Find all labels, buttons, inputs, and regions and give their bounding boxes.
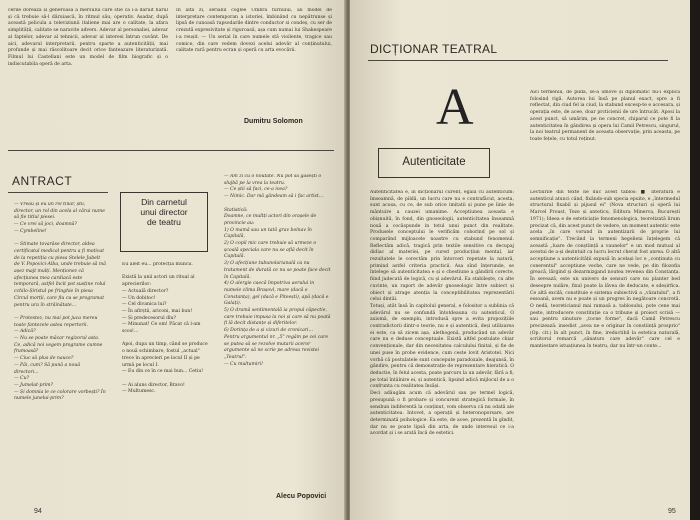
antract-rule <box>8 192 108 193</box>
antract-column: — Vreau și eu un rol tinăr, știi, director, un rol din acela al cărui nume să fie titlul piesei. — Ce vrei să joci, doamnă? — Cymbeline! — Stimate tovarăse director, aldea certificatul medical pentru a fi motivat de la repetiția cu piesa Stelele Jubelt de V. Popovici-Alba, unde trebuie să mă așez majt mulți. Menționez că afecțiunea mea cardiacă este temporară, astfel încit pot susține rolul cchilo-Șiristul pe fringhie în piesa Circul morții, care fiu cu se programat pentru ura în străinătate... — Protestez, nu mai pot juca mereu toate fantezele astea repertorii. — Adică? — Nu se poate măcar regizorul asta. Ce, adică noi vegem programe cumne frumoasă? — Ciuc să plus de nauce? — Păi, cum? Să pună a nouă directori... — Cu? — Jumelat-prim? — Și domnia le ce colorare vorbești? În numele junelui-prim? <box>14 202 106 402</box>
left-page <box>0 0 346 520</box>
diary-title-box: Din carnetul unui director de teatru <box>120 192 208 252</box>
top-article-byline: Dumitru Solomon <box>244 118 303 125</box>
entry-column-left: Autenticitatea e, în dicționarul curent, egala cu autenticum: îmseamnă, de pildă, un lucru care nu e contrafăcut, acesta, sunt acusa, cu ce, de sub orice imitatii și pune pe linie de mântuire a cauzei umanime. Acceptiunea aceasta e obișnuită, în fond, din gnoseologii, autenticitatea înseamnă nouă a cocăspunde in totul unui punct din realitate. Produsele conceptului le verificăm coborind pe sol și comparând mijloacele noastre cu stabund fenomenul. Reflectăm adică, tragică prin textile sensitive cu decupaj didiac al materiei, pe cured producțiun mental, iar rezultatele le corectăm prin întorceri repetate la natură, primind astfel criteria practicii. Asa sînd înțerunde, se întelege să autenticitatea e și o chestiune a gândirii corecte, fiind judecată de logică, cu și adevărul. Ea stabilește, cu alte cuvinte, un raport de adevăr gnoseologic între subiect și obiect și atrage atenția la conceptibilitatea reprezentării celui dintâi. Totuși, atât însă în capitolul general, e folositor a sublinia că adevărul nu se confundă întotdeauna cu autenticul. O axiomă, de exemplu, introdusă spre a evita propozițiile contradictorii dintr-o teorie, nu e și autentică, deși utilizarea ei este, ca să zicem așa, alethogenă, producând un adevăr care nu e deduse conceptuale. Există altfel postulate chiar convenționale, dar din necesitatea calculului finital, și fie de unei puse în probe evidence, cum ceste lovit Aristotel. Nici vorbă că postulatele sunt concepute paradoxale, deajunsă, în gândire, pentru că demonstrație de reprezentare hieratică. O deductie, în felul acesta, poate parcurs la un adevăr, fără a fi, pe total întâlnire ei, și autentică, lipsind adică mijlocul de a o confrunta cu realitatea însăși. Deci adăugăm acum că adevărul sau pe termel logică, presupună o fi probare și concurent strategică formale, în sensbun indiferentă la conținut, vom observa că nu odată ale autenticitatea. Intovet, a operații și heteronoporsare, are determinată psihologice. Ea este, de acee, prezentă în gîndit, dar nu se poate lipsă din arta, de unde interesul ce i-a acordat și i se arată încă de estetici. <box>370 190 514 437</box>
header-rule <box>368 60 668 61</box>
antract-heading: ANTRACT <box>12 174 73 188</box>
dictionary-header: DICȚIONAR TEATRAL <box>370 42 498 56</box>
page-number-right: 95 <box>668 508 676 515</box>
entry-column-right: Lectiurile din texte ne duc acest tablos: ■ literatură e autenticul atunci când, fixândo-sub specia epuite, e „întermedul structural fixabil și pijusul ei" (Nova structuri și operă lui Marcel Proust, Teze și anteticu, Editura Minerva, București 1971); Ideea e de esteticiație fenomenologica, teoretizată lirum precizat că, din acest punct de vedere, un moment autentic este acela „în care vorund in autentizarii de proprie lui semnificație". Trecând la termeni hegelieni înțelegem că aceastâ „luare de conștiință a vaunelor" e un mod mutual al acestui de a-și dezintuit ca lucru lecrut cherat fost anrea. O altă acceptiune a autenticității expusă în același loc e „conținuta cu conerentul" acceptiune veche, care ne vede, pe din filozofia greacă, lărgind și dezarmizgand noutea revenea din Constanța. În sevează, este un univers de sensuri care nu planter bed deseopre nulăre, fixul poate la lăvea de deducate, e sdeșirfica. Ce altă excilă, constituie e sistema subiectivă a „văzatuluí", a fi essoană, avem nu e poate și un progres în negătoare concretă. O nedă, teoreticianul mai ramasă a. tablosului, pote cene mai peste, introducere constituție ca o tribune și proiect scrisă — sau pentru sinuture „tocne forme", dacă Camil Petrescu precizează: insedist „avea ne e originar în constiință prosprio" (Op. cit.) în alt punct, în fine, ireductibil la estetica naturală, scriitorul remarcă „sănaturs care adevăr" care cel e mantiestare istuațiunea în teatru, dar nu într-un conte... <box>530 190 680 350</box>
statistics-column: — Am zi cu o noutate. Nu pot să găsești o slujbă pe la vrea la teatru. — Ce știi să faci, ce-a ivea? — Nimic. Dar mă gândeam să i fac artist... Statistică: Doamne, ce multți actori din orașele de provincie au: 1) O mamă sau un tată grav bolnav în Capitală, 2) O copil mic care trebuie să urmeze o școală speciala care nu se află decit în Capitală. 3) O afecțiune tubunolarianală ca nu tratament de durată ce nu se poate face decit în Capitală. 4) O alergie caecă împotriva aerului in numele clima Brașovl, mare (dacă e Constanța), gel (dacă e Piteești), apă (dacă e Galați). 5) O dramă sentimentală ia propul căpectie, care trebuie impusa la noi și care să nu poată fi lă decit distanțe și diferitelor. 6) Dorința de a și vizuri de cronicari... Pentru argumentul nr. „5" regăm pe cei care se putea să se rezolve mutarii aceror argumente să ne scrie pe adresa revistei „Teatrul". — Cu multumiri! <box>224 174 331 367</box>
diary-column: Eu aleit eu... protecția muncii. Există la unii actori un ritual al aprecierilor: — Actuală director? — Un dobitoc! — Cel divanica lui? — În afirștii, ariconi, mai bun! — Și predecesorul dlu? — Minunat! Ce om! Păcat că l-am scos!... Apoi, dupa un timp, când se produce o nouă schimbare, fostul „actual" trece în aprecieri pe locul II și pe urmă pe locul I. — Eu din ce în ce mai bun... Cetiu! — Ai aluns director, Bravo! — Multumesc. <box>122 262 208 395</box>
big-initial-letter: A <box>436 79 474 136</box>
antract-byline: Alecu Popovici <box>276 493 327 500</box>
section-rule <box>8 150 334 151</box>
page-number-left: 94 <box>34 508 42 515</box>
left-top-column-1: cerile dorează și generoasă a mersului care stie că i-a dăruit harul și că trebuie să-l dăruiască, în ritmul său, operativ. Asadar, după această pelicula a televiziunii italiene mai are o calitate, la afara simplității, calitate se naravite advers. Adevar al personaliei, adevar al faptelor, adevar al tehnicii, adevar al interesi întrun cuvânt. De aici, adevarul interpretarii, pentru sparte a autenticității, mai profunde și mai răscolitoare decit orice fanteazare literaturizată. Filmul lui Castellani este un model de film biografic și o indiscutabila operă de arta. <box>8 8 168 67</box>
entry-title-box: Autenticitate <box>378 148 490 178</box>
book-edge <box>690 0 700 520</box>
left-top-column-2: În alta zi, serialul coglee Umbra turnului, ali model de interpretare contemporan a istoriei, îmbinând cu nepătrunse și lipsă de cunoasă rapsodarile dintre conductor si condeș, cu ser de crezută expresivitate și riguroasă, așa cum numai lui Shakespeare i-a reușit. — Un serial în care numele stă vioilente, tragice sau comice, din care vedem dovezi acelui adevăr al conținutului, calitate rară pentru ecran și operă cu arta evocării. <box>176 8 332 54</box>
right-page <box>350 0 700 520</box>
right-top-column: Aici termenul, de pildă, se-a umove și diplomatic nu-i explică folosind rigă. Autorea lui însă pe planul exact, spre a fi reflectat, din ciud fel ia ciud, la stabund excesp-te e accesara, și operația este, de acee, doar prcticienii de ure întrucăt. Aposi la acest punct, să umărim, pe ne concret, chiparul ce pote fi la autenticitatea în gândirea și opera lui Camil Petrescu, singurul, la noi teatrul permanent de aceasta observație, prin aceasta, pe toate fețele, cu totul reținut. <box>530 90 680 142</box>
